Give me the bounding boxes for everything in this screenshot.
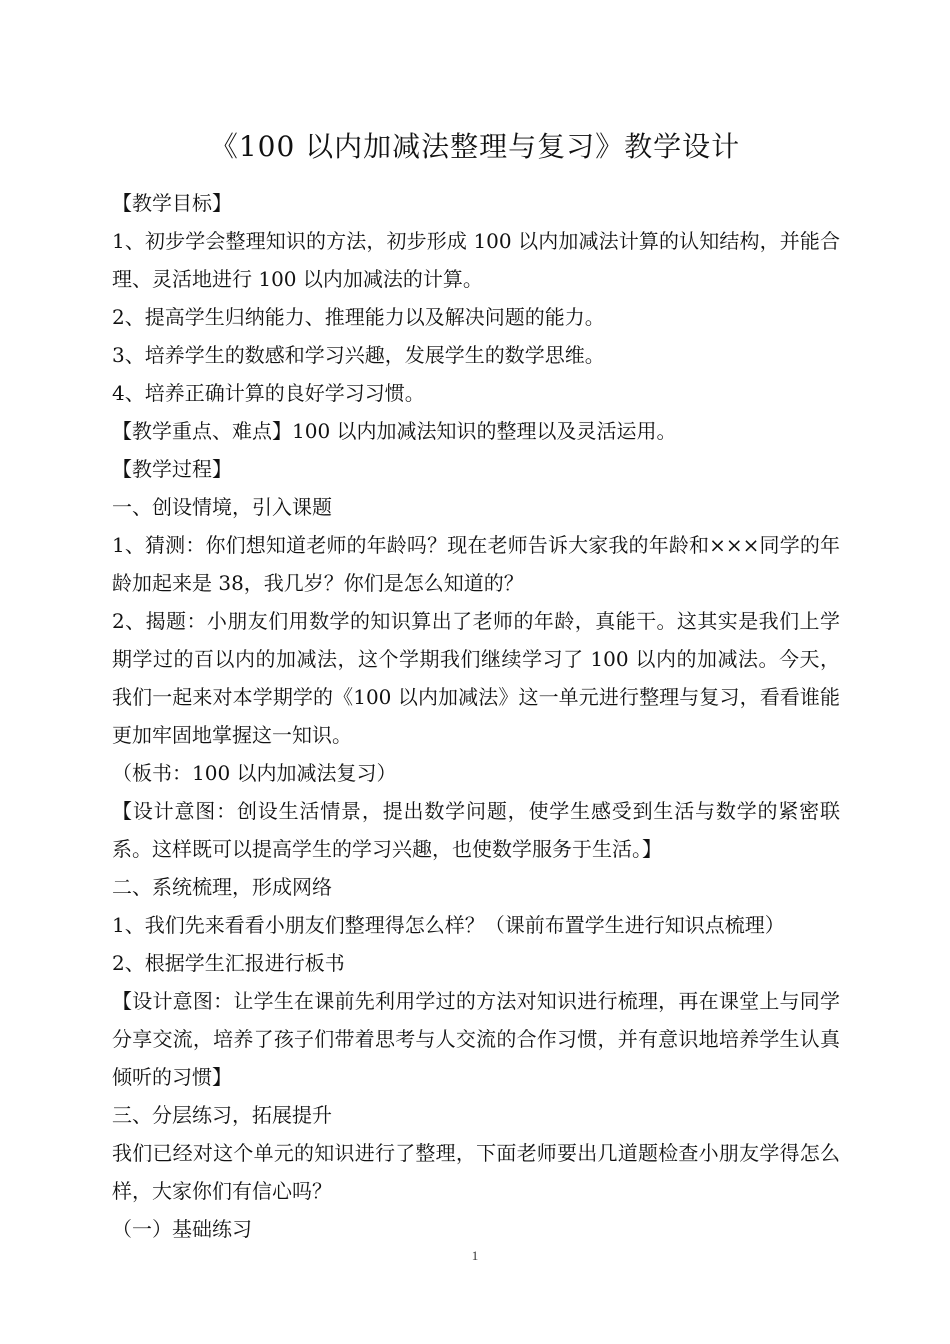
step-heading-1: 一、创设情境，引入课题 xyxy=(112,495,332,519)
document-body xyxy=(112,184,840,1248)
paragraph-review: 1、我们先来看看小朋友们整理得怎么样？（课前布置学生进行知识点梳理） xyxy=(112,913,785,937)
paragraph-board: 2、根据学生汇报进行板书 xyxy=(112,951,345,975)
section-heading-process: 【教学过程】 xyxy=(112,457,232,481)
design-intent-1: 【设计意图：创设生活情景，提出数学问题，使学生感受到生活与数学的紧密联系。这样既可以提高学生的学习兴趣，也使数学服务于生活。】 xyxy=(112,799,840,861)
step-heading-2: 二、系统梳理，形成网络 xyxy=(112,875,332,899)
paragraph-reveal: 2、揭题：小朋友们用数学的知识算出了老师的年龄，真能干。这其实是我们上学期学过的百以内的加减法，这个学期我们继续学习了 100 以内的加减法。今天，我们一起来对本学期学的《100 以内加减法》这一单元进行整理与复习，看看谁能更加牢固地掌握这一知识。 xyxy=(112,609,840,747)
design-intent-2: 【设计意图：让学生在课前先利用学过的方法对知识进行梳理，再在课堂上与同学分享交流，培养了孩子们带着思考与人交流的合作习惯，并有意识地培养学生认真倾听的习惯】 xyxy=(112,989,840,1089)
objective-3: 3、培养学生的数感和学习兴趣，发展学生的数学思维。 xyxy=(112,343,605,367)
step-heading-3: 三、分层练习，拓展提升 xyxy=(112,1103,332,1127)
section-heading-objectives: 【教学目标】 xyxy=(112,191,232,215)
objective-4: 4、培养正确计算的良好学习习惯。 xyxy=(112,381,425,405)
objective-2: 2、提高学生归纳能力、推理能力以及解决问题的能力。 xyxy=(112,305,605,329)
paragraph-practice-intro: 我们已经对这个单元的知识进行了整理，下面老师要出几道题检查小朋友学得怎么样，大家你们有信心吗？ xyxy=(112,1141,840,1203)
paragraph-board-note: （板书：100 以内加减法复习） xyxy=(112,761,397,785)
key-points: 【教学重点、难点】100 以内加减法知识的整理以及灵活运用。 xyxy=(112,419,677,443)
page-number: 1 xyxy=(471,1248,479,1263)
subsection-basic-practice: （一）基础练习 xyxy=(112,1217,252,1241)
objective-1: 1、初步学会整理知识的方法，初步形成 100 以内加减法计算的认知结构，并能合理、灵活地进行 100 以内加减法的计算。 xyxy=(112,229,840,291)
document-title: 《100 以内加减法整理与复习》教学设计 xyxy=(209,130,741,163)
paragraph-guess: 1、猜测：你们想知道老师的年龄吗？现在老师告诉大家我的年龄和×××同学的年龄加起来是 38，我几岁？你们是怎么知道的？ xyxy=(112,533,840,595)
